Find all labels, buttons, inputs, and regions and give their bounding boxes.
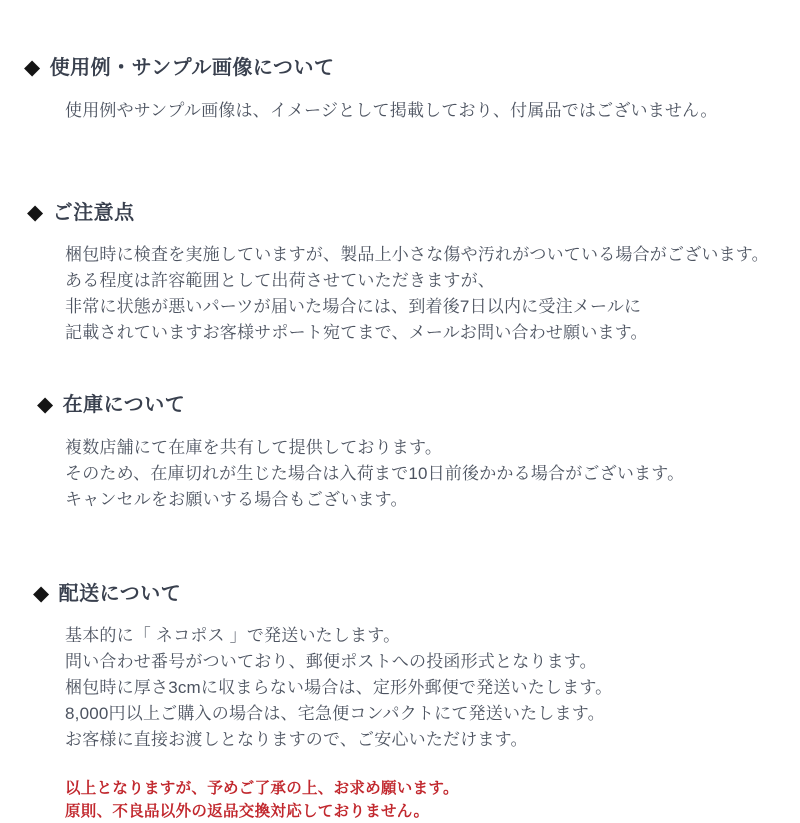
warning-line: 原則、不良品以外の返品交換対応しておりません。 bbox=[65, 803, 430, 821]
section-body bbox=[65, 98, 800, 124]
body-line: 記載されていますお客様サポート宛てまで、メールお問い合わせ願います。 bbox=[65, 323, 648, 343]
section-heading bbox=[37, 392, 800, 418]
body-line: 複数店舗にて在庫を共有して提供しております。 bbox=[65, 437, 443, 457]
body-line: お客様に直接お渡しとなりますので、ご安心いただけます。 bbox=[65, 730, 528, 750]
section-heading bbox=[24, 55, 800, 81]
section-body bbox=[65, 623, 800, 753]
section-title: 使用例・サンプル画像について bbox=[49, 57, 335, 79]
body-line: ある程度は許容範囲として出荷させていただきますが、 bbox=[65, 271, 495, 291]
body-line: 8,000円以上ご購入の場合は、宅急便コンパクトにて発送いたします。 bbox=[65, 704, 605, 724]
diamond-bullet-icon: ◆ bbox=[33, 581, 50, 605]
diamond-bullet-icon: ◆ bbox=[27, 200, 44, 224]
section-body bbox=[65, 435, 800, 513]
section-heading bbox=[27, 200, 800, 226]
diamond-bullet-icon: ◆ bbox=[37, 393, 54, 417]
body-line: 使用例やサンプル画像は、イメージとして掲載しており、付属品ではございません。 bbox=[65, 100, 718, 120]
section-cautions bbox=[0, 200, 800, 347]
section-title: 配送について bbox=[58, 582, 182, 605]
section-shipping bbox=[0, 581, 800, 754]
body-line: 梱包時に厚さ3cmに収まらない場合は、定形外郵便で発送いたします。 bbox=[65, 678, 613, 698]
section-body bbox=[65, 242, 800, 346]
final-warning-notice bbox=[65, 777, 800, 823]
body-line: 問い合わせ番号がついており、郵便ポストへの投函形式となります。 bbox=[65, 652, 597, 672]
section-title: ご注意点 bbox=[52, 201, 135, 224]
warning-line: 以上となりますが、予めご了承の上、お求め願います。 bbox=[65, 780, 459, 798]
section-sample-images bbox=[0, 55, 800, 124]
section-stock bbox=[0, 392, 800, 513]
body-line: 基本的に「 ネコポス 」で発送いたします。 bbox=[65, 626, 401, 646]
body-line: そのため、在庫切れが生じた場合は入荷まで10日前後かかる場合がございます。 bbox=[65, 463, 685, 483]
section-title: 在庫について bbox=[62, 394, 186, 417]
diamond-bullet-icon: ◆ bbox=[24, 56, 41, 79]
section-heading bbox=[33, 581, 800, 607]
body-line: 非常に状態が悪いパーツが届いた場合には、到着後7日以内に受注メールに bbox=[65, 297, 642, 317]
body-line: 梱包時に検査を実施していますが、製品上小さな傷や汚れがついている場合がございます。 bbox=[65, 245, 769, 265]
body-line: キャンセルをお願いする場合もございます。 bbox=[65, 489, 408, 509]
